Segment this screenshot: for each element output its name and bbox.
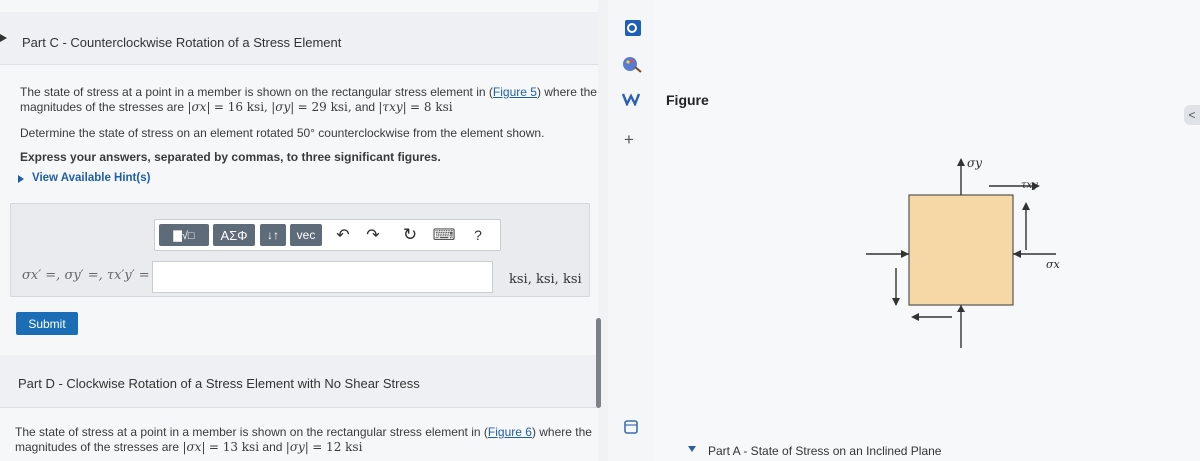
sigma-y-label: σy — [967, 156, 982, 170]
writer-icon[interactable] — [622, 92, 640, 106]
hint-link[interactable]: View Available Hint(s) — [32, 172, 151, 184]
collapse-caret-icon[interactable] — [0, 34, 7, 42]
part-c-header[interactable] — [0, 12, 598, 65]
reset-icon[interactable]: ↻ — [402, 225, 418, 244]
part-a-title[interactable]: Part A - State of Stress on an Inclined Plane — [708, 444, 942, 458]
redo-icon[interactable]: ↷ — [366, 227, 380, 244]
submit-button[interactable]: Submit — [16, 312, 78, 335]
paint-icon[interactable] — [621, 54, 643, 74]
expand-caret-icon[interactable] — [688, 446, 696, 452]
sigma-x-label: σx — [1046, 258, 1060, 271]
greek-symbols-button[interactable]: ΑΣΦ — [213, 224, 255, 246]
tau-xy-label: τxy — [1021, 180, 1038, 191]
scrollbar-thumb[interactable] — [596, 318, 601, 408]
instruction-text: Express your answers, separated by commas, to three significant figures. — [20, 150, 441, 164]
arrows-button[interactable]: ↓↑ — [260, 224, 286, 246]
figure-title: Figure — [666, 92, 709, 108]
chevron-left-icon: < — [1188, 108, 1196, 122]
undo-icon[interactable]: ↶ — [336, 227, 350, 244]
figure-6-link[interactable]: Figure 6 — [487, 425, 532, 439]
templates-button[interactable]: ▇√□ — [159, 224, 209, 246]
part-d-title: Part D - Clockwise Rotation of a Stress Element with No Shear Stress — [18, 376, 420, 391]
office-icon[interactable] — [623, 18, 643, 38]
part-d-header[interactable] — [0, 355, 598, 408]
part-c-title: Part C - Counterclockwise Rotation of a Stress Element — [22, 35, 342, 50]
stress-element-square — [909, 195, 1013, 305]
answer-units: ksi, ksi, ksi — [509, 272, 582, 287]
problem-pane — [0, 0, 598, 461]
vector-button[interactable]: vec — [290, 224, 322, 246]
math-toolbar — [154, 219, 501, 251]
hint-caret-icon — [18, 175, 24, 183]
figure-5-link[interactable]: Figure 5 — [492, 85, 537, 99]
help-icon[interactable]: ? — [474, 227, 482, 243]
keyboard-icon[interactable]: ⌨ — [432, 227, 456, 244]
window-icon[interactable] — [623, 419, 639, 435]
answer-label: σx′ =, σy′ =, τx′y′ = — [22, 268, 150, 283]
part-c-statement: The state of stress at a point in a member is shown on the rectangular stress element in (Figure 5) where the magnitudes of the stresses are |σx| = 16 ksi, |σy| = 29 ksi, and |τxy| = 8 ksi — [20, 85, 597, 114]
answer-input[interactable] — [152, 261, 493, 293]
annotation-toolbar — [608, 0, 654, 461]
part-d-statement: The state of stress at a point in a member is shown on the rectangular stress element in (Figure 6) where the magnitudes of the stresses are |σx| = 13 ksi and |σy| = 12 ksi — [15, 425, 592, 454]
add-icon[interactable]: + — [624, 130, 634, 149]
figure-pane — [654, 0, 1200, 461]
determine-text: Determine the state of stress on an element rotated 50° counterclockwise from the element shown. — [20, 126, 545, 140]
previous-figure-button[interactable] — [1184, 105, 1200, 125]
